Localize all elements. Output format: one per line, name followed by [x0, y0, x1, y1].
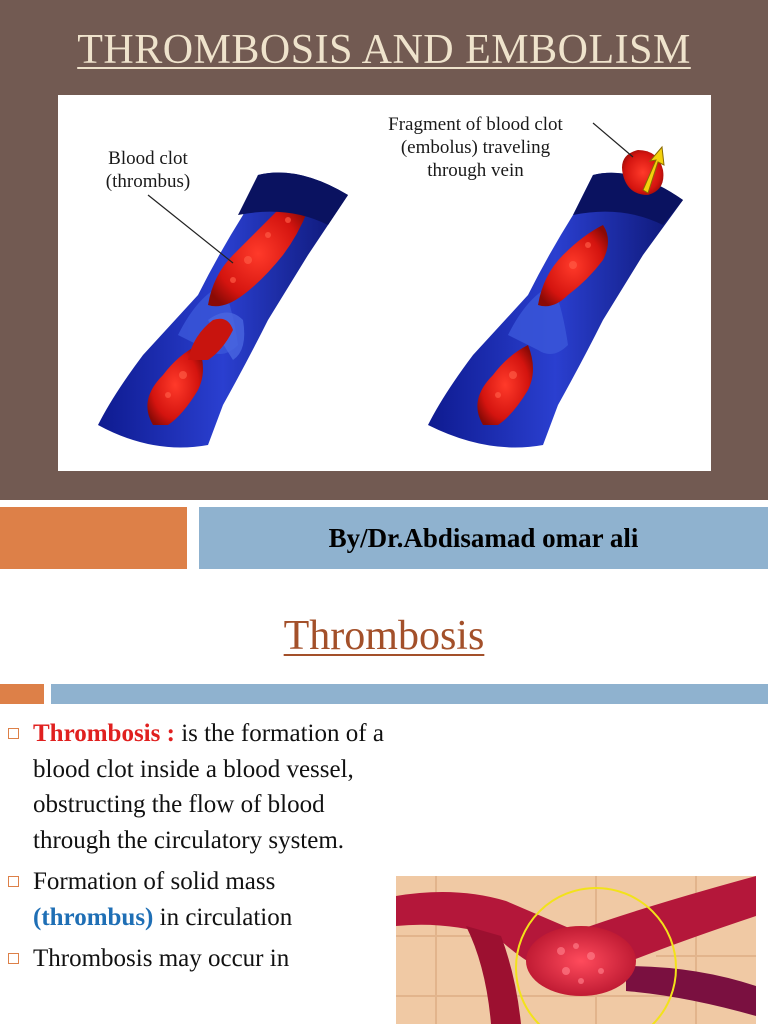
thrombus-label — [78, 147, 218, 193]
thrombus-label-line2: (thrombus) — [105, 171, 191, 192]
embolus-label — [348, 113, 603, 182]
bullet-text: Formation of solid mass — [33, 868, 276, 895]
square-bullet-icon — [8, 876, 19, 887]
accent-bar-blue-long — [51, 684, 768, 704]
bullet-text: in circulation — [153, 903, 293, 931]
right-vein — [428, 147, 683, 448]
embolus-label-line1: Fragment of blood clot — [388, 114, 563, 135]
vessel-clot-illustration — [396, 876, 756, 1024]
vessel-diagram — [396, 876, 756, 1024]
keyword-thrombosis: Thrombosis : — [33, 720, 175, 747]
bullet-text: Thrombosis may occur in — [33, 945, 290, 972]
thrombus-embolus-illustration — [58, 95, 711, 471]
embolus-label-line3: through vein — [427, 160, 524, 181]
accent-bar-orange-small — [0, 684, 44, 704]
clot-mass — [526, 926, 636, 996]
author-line: By/Dr.Abdisamad omar ali — [328, 523, 639, 553]
bullet-text: is the formation of a blood clot inside a blood vessel, obstructing the flow of blood through the circulatory system. — [33, 720, 384, 854]
accent-bar-orange — [0, 507, 187, 569]
thrombus-label-line1: Blood clot — [108, 148, 188, 169]
bullet-item — [8, 864, 400, 935]
embolus-label-line2: (embolus) traveling — [400, 137, 551, 158]
thrombus-leader-line — [148, 195, 233, 263]
square-bullet-icon — [8, 953, 19, 964]
square-bullet-icon — [8, 728, 19, 739]
bullet-item — [8, 941, 400, 977]
keyword-thrombus: (thrombus) — [33, 903, 154, 931]
slide1-title: THROMBOSIS AND EMBOLISM — [77, 27, 691, 73]
slide2-title: Thrombosis — [283, 613, 485, 659]
bullet-list — [8, 716, 400, 983]
bullet-item — [8, 716, 400, 858]
left-vein — [98, 173, 348, 448]
